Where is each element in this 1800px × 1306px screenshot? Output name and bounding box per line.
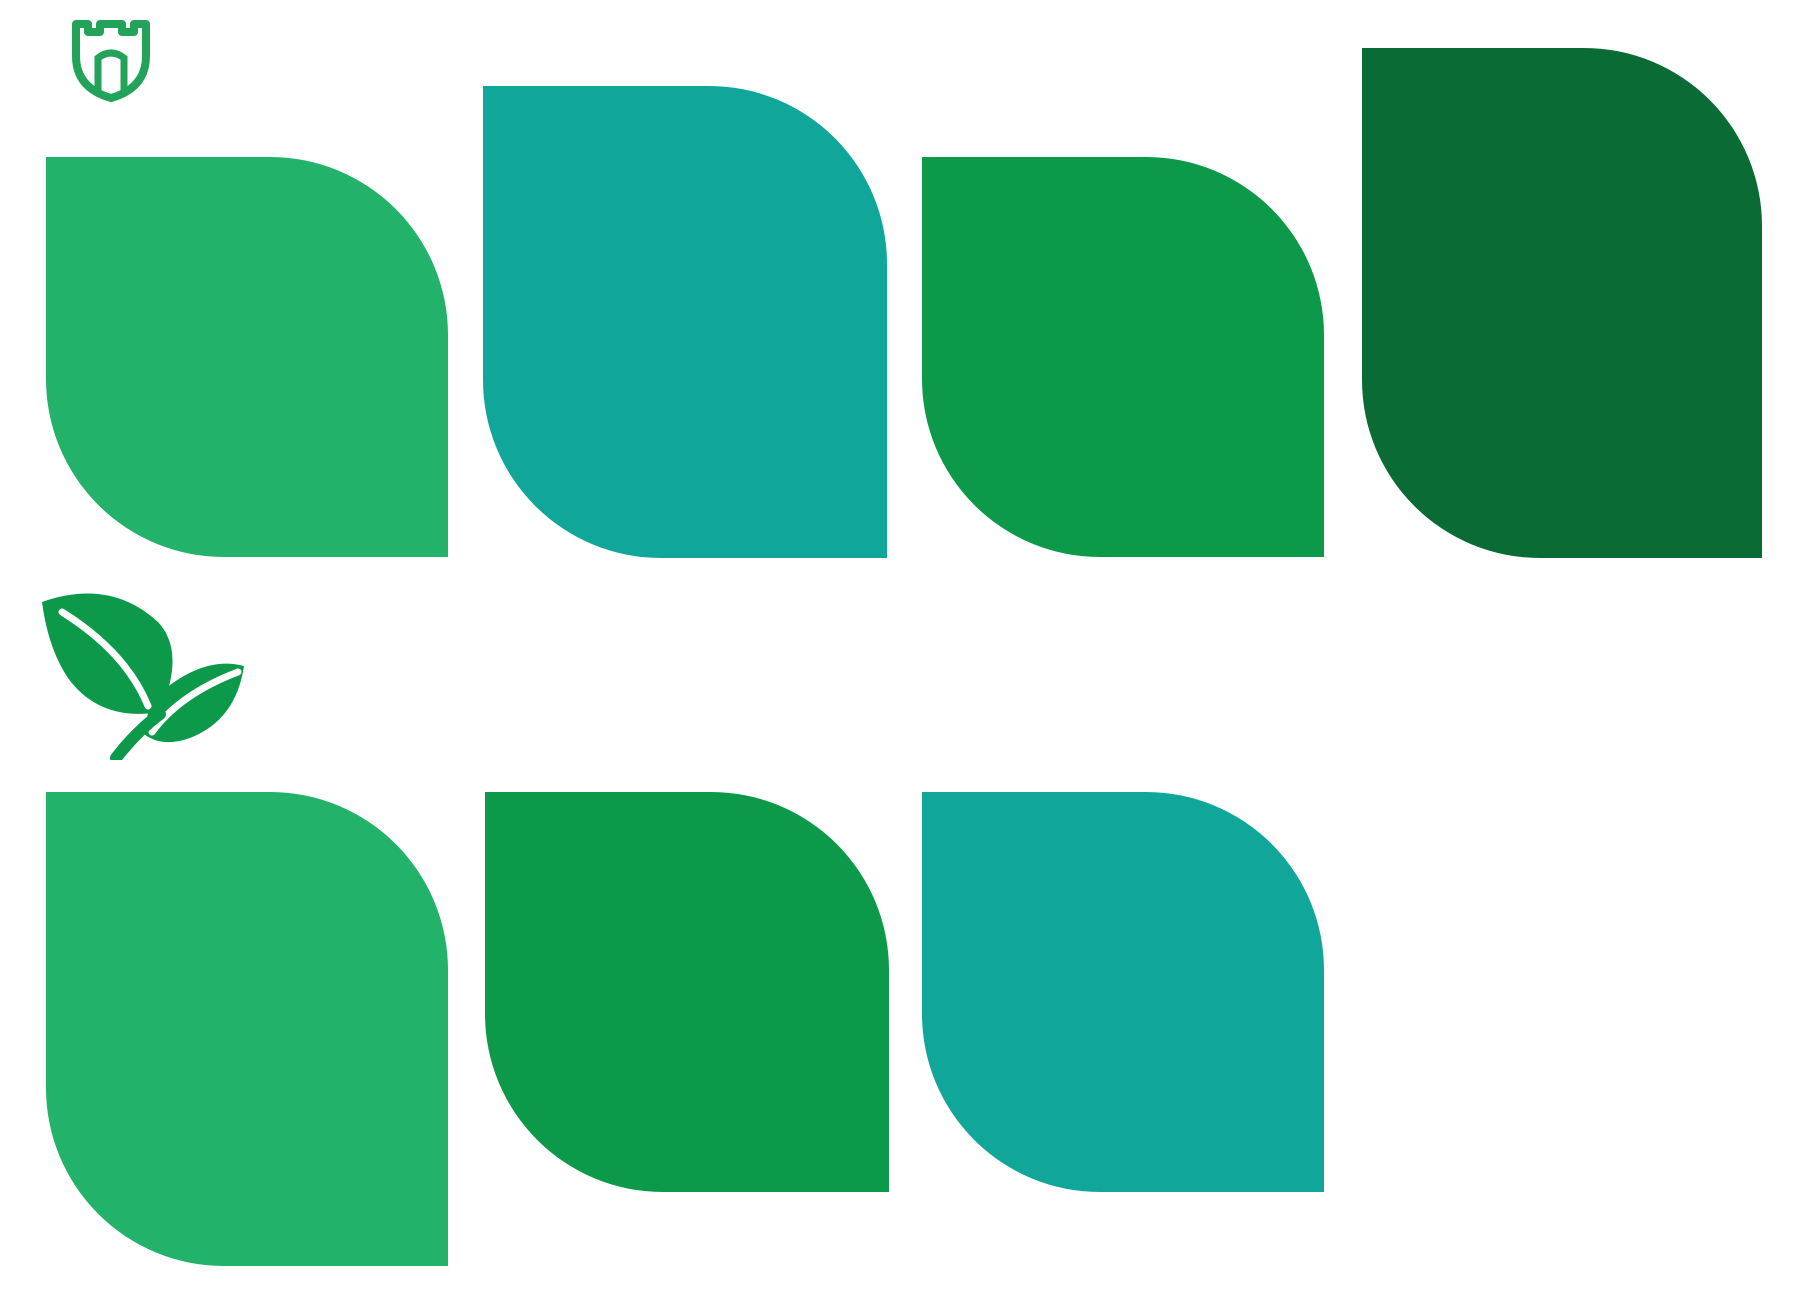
- info-card-04: [1362, 48, 1762, 558]
- vilnius-castle-logo-icon: [36, 18, 186, 140]
- info-card-01: [46, 157, 448, 557]
- info-card-02: [483, 86, 887, 558]
- info-card-05: [46, 792, 448, 1266]
- leaf-icon: [40, 582, 246, 760]
- info-card-07: [922, 792, 1324, 1192]
- info-card-03: [922, 157, 1324, 557]
- info-card-06: [485, 792, 889, 1192]
